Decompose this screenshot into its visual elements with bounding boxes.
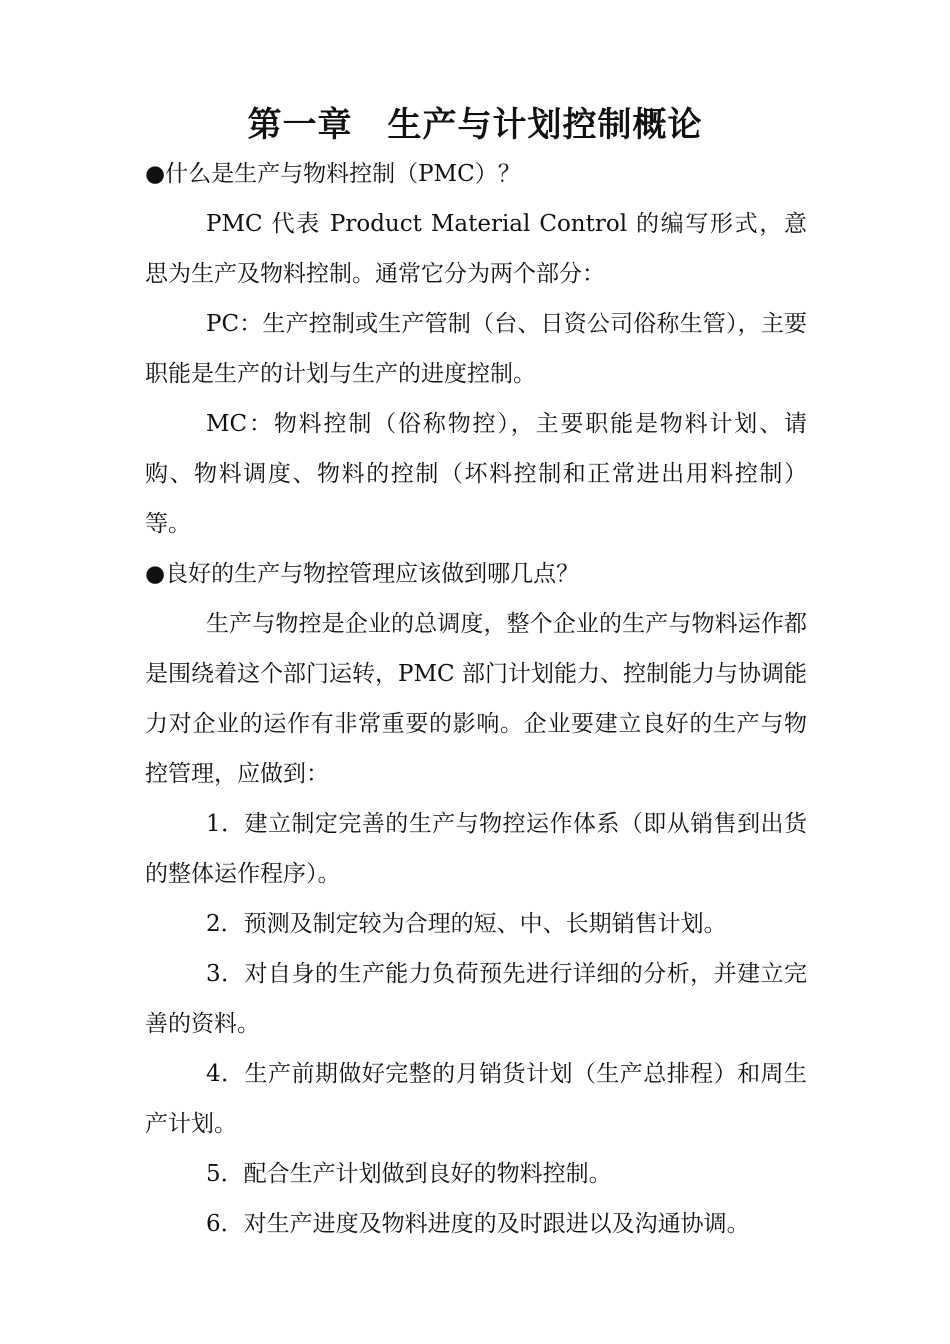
list-item-6: 6．对生产进度及物料进度的及时跟进以及沟通协调。: [206, 1211, 750, 1237]
paragraph-pmc-definition: PMC 代表 Product Material Control 的编写形式，意思为生产及物料控制。通常它分为两个部分：: [145, 211, 807, 287]
list-item-1: 1．建立制定完善的生产与物控运作体系（即从销售到出货的整体运作程序）。: [145, 811, 807, 887]
body-text: [145, 149, 807, 1249]
list-item-2: 2．预测及制定较为合理的短、中、长期销售计划。: [206, 911, 727, 937]
list-item-4: 4．生产前期做好完整的月销货计划（生产总排程）和周生产计划。: [145, 1061, 807, 1137]
list-item-3: 3．对自身的生产能力负荷预先进行详细的分析，并建立完善的资料。: [145, 961, 807, 1037]
paragraph-pc: PC：生产控制或生产管制（台、日资公司俗称生管），主要职能是生产的计划与生产的进度控制。: [145, 311, 807, 387]
question-heading-pmc: ●什么是生产与物料控制（PMC）？: [145, 161, 521, 187]
list-item-5: 5．配合生产计划做到良好的物料控制。: [206, 1161, 612, 1187]
question-heading-good-management: ●良好的生产与物控管理应该做到哪几点？: [145, 561, 580, 587]
paragraph-overview: 生产与物控是企业的总调度，整个企业的生产与物料运作都是围绕着这个部门运转，PMC 部门计划能力、控制能力与协调能力对企业的运作有非常重要的影响。企业要建立良好的生产与物控管理，应做到：: [145, 611, 807, 787]
paragraph-mc: MC：物料控制（俗称物控），主要职能是物料计划、请购、物料调度、物料的控制（坏料控制和正常进出用料控制）等。: [145, 411, 807, 537]
chapter-title: 第一章 生产与计划控制概论: [247, 105, 703, 145]
